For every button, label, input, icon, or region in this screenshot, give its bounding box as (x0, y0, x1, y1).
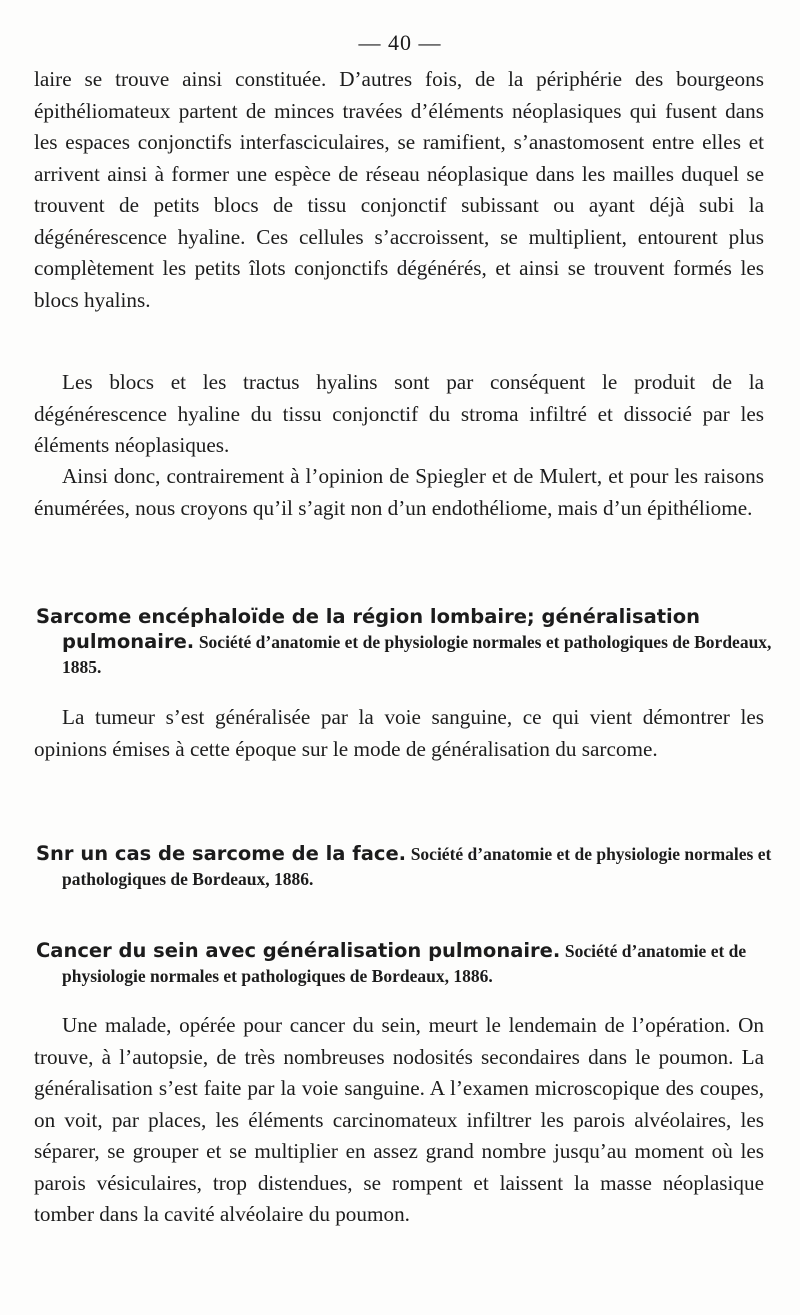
paragraph-continuation (34, 64, 764, 316)
paragraph-cancer-sein-observation (34, 1010, 764, 1231)
paragraph-conclusion (34, 461, 764, 524)
entry-reference: Société d’anatomie et de physiologie normales et pathologiques de Bordeaux, 1885. (62, 632, 772, 677)
paragraph-text: Les blocs et les tractus hyalins sont par conséquent le produit de la dégénérescence hyaline du tissu conjonctif du stroma infiltré et dissocié par les éléments néoplasiques. (34, 370, 764, 457)
publication-entry-sarcome-lombaire (36, 605, 790, 680)
publication-entry-sarcome-face (36, 842, 790, 892)
paragraph-sarcome-generalisation (34, 702, 764, 765)
entry-title: Snr un cas de sarcome de la face. (36, 842, 407, 865)
page-number: — 40 — (358, 30, 442, 55)
publication-entry-cancer-sein (36, 939, 790, 989)
entry-reference: Société d’anatomie et de physiologie normales et pathologiques de Bordeaux, 1886. (62, 844, 772, 889)
paragraph-text: Ainsi donc, contrairement à l’opinion de Spiegler et de Mulert, et pour les raisons énumérées, nous croyons qu’il s’agit non d’un endothéliome, mais d’un épithéliome. (34, 464, 764, 520)
paragraph-hyaline-blocks (34, 367, 764, 462)
paragraph-text: Une malade, opérée pour cancer du sein, meurt le lendemain de l’opération. On trouve, à l’autopsie, de très nombreuses nodosités secondaires dans le poumon. La généralisation s’est faite par la voie sanguine. A l’examen microscopique des coupes, on voit, par places, les éléments carcinomateux infiltrer les parois alvéolaires, les séparer, se grouper et se multiplier en assez grand nombre jusqu’au moment où les parois vésiculaires, trop distendues, se rompent et laissent la masse néoplasique tomber dans la cavité alvéolaire du poumon. (34, 1013, 764, 1226)
entry-title: Cancer du sein avec généralisation pulmonaire. (36, 939, 561, 962)
entry-reference: Société d’anatomie et de physiologie normales et pathologiques de Bordeaux, 1886. (62, 941, 747, 986)
entry-title: Sarcome encéphaloïde de la région lombaire; généralisation pulmonaire. (36, 605, 701, 653)
paragraph-text: laire se trouve ainsi constituée. D’autres fois, de la périphérie des bourgeons épithéliomateux partent de minces travées d’éléments néoplasiques qui fusent dans les espaces conjonctifs interfasciculaires, se ramifient, s’anastomosent entre elles et arrivent ainsi à former une espèce de réseau néoplasique dans les mailles duquel se trouvent de petits blocs de tissu conjonctif subissant ou ayant déjà subi la dégénérescence hyaline. Ces cellules s’accroissent, se multiplient, entourent plus complètement les petits îlots conjonctifs dégénérés, et ainsi se trouvent formés les blocs hyalins. (34, 67, 764, 312)
paragraph-text: La tumeur s’est généralisée par la voie sanguine, ce qui vient démontrer les opinions émises à cette époque sur le mode de généralisation du sarcome. (34, 705, 764, 761)
